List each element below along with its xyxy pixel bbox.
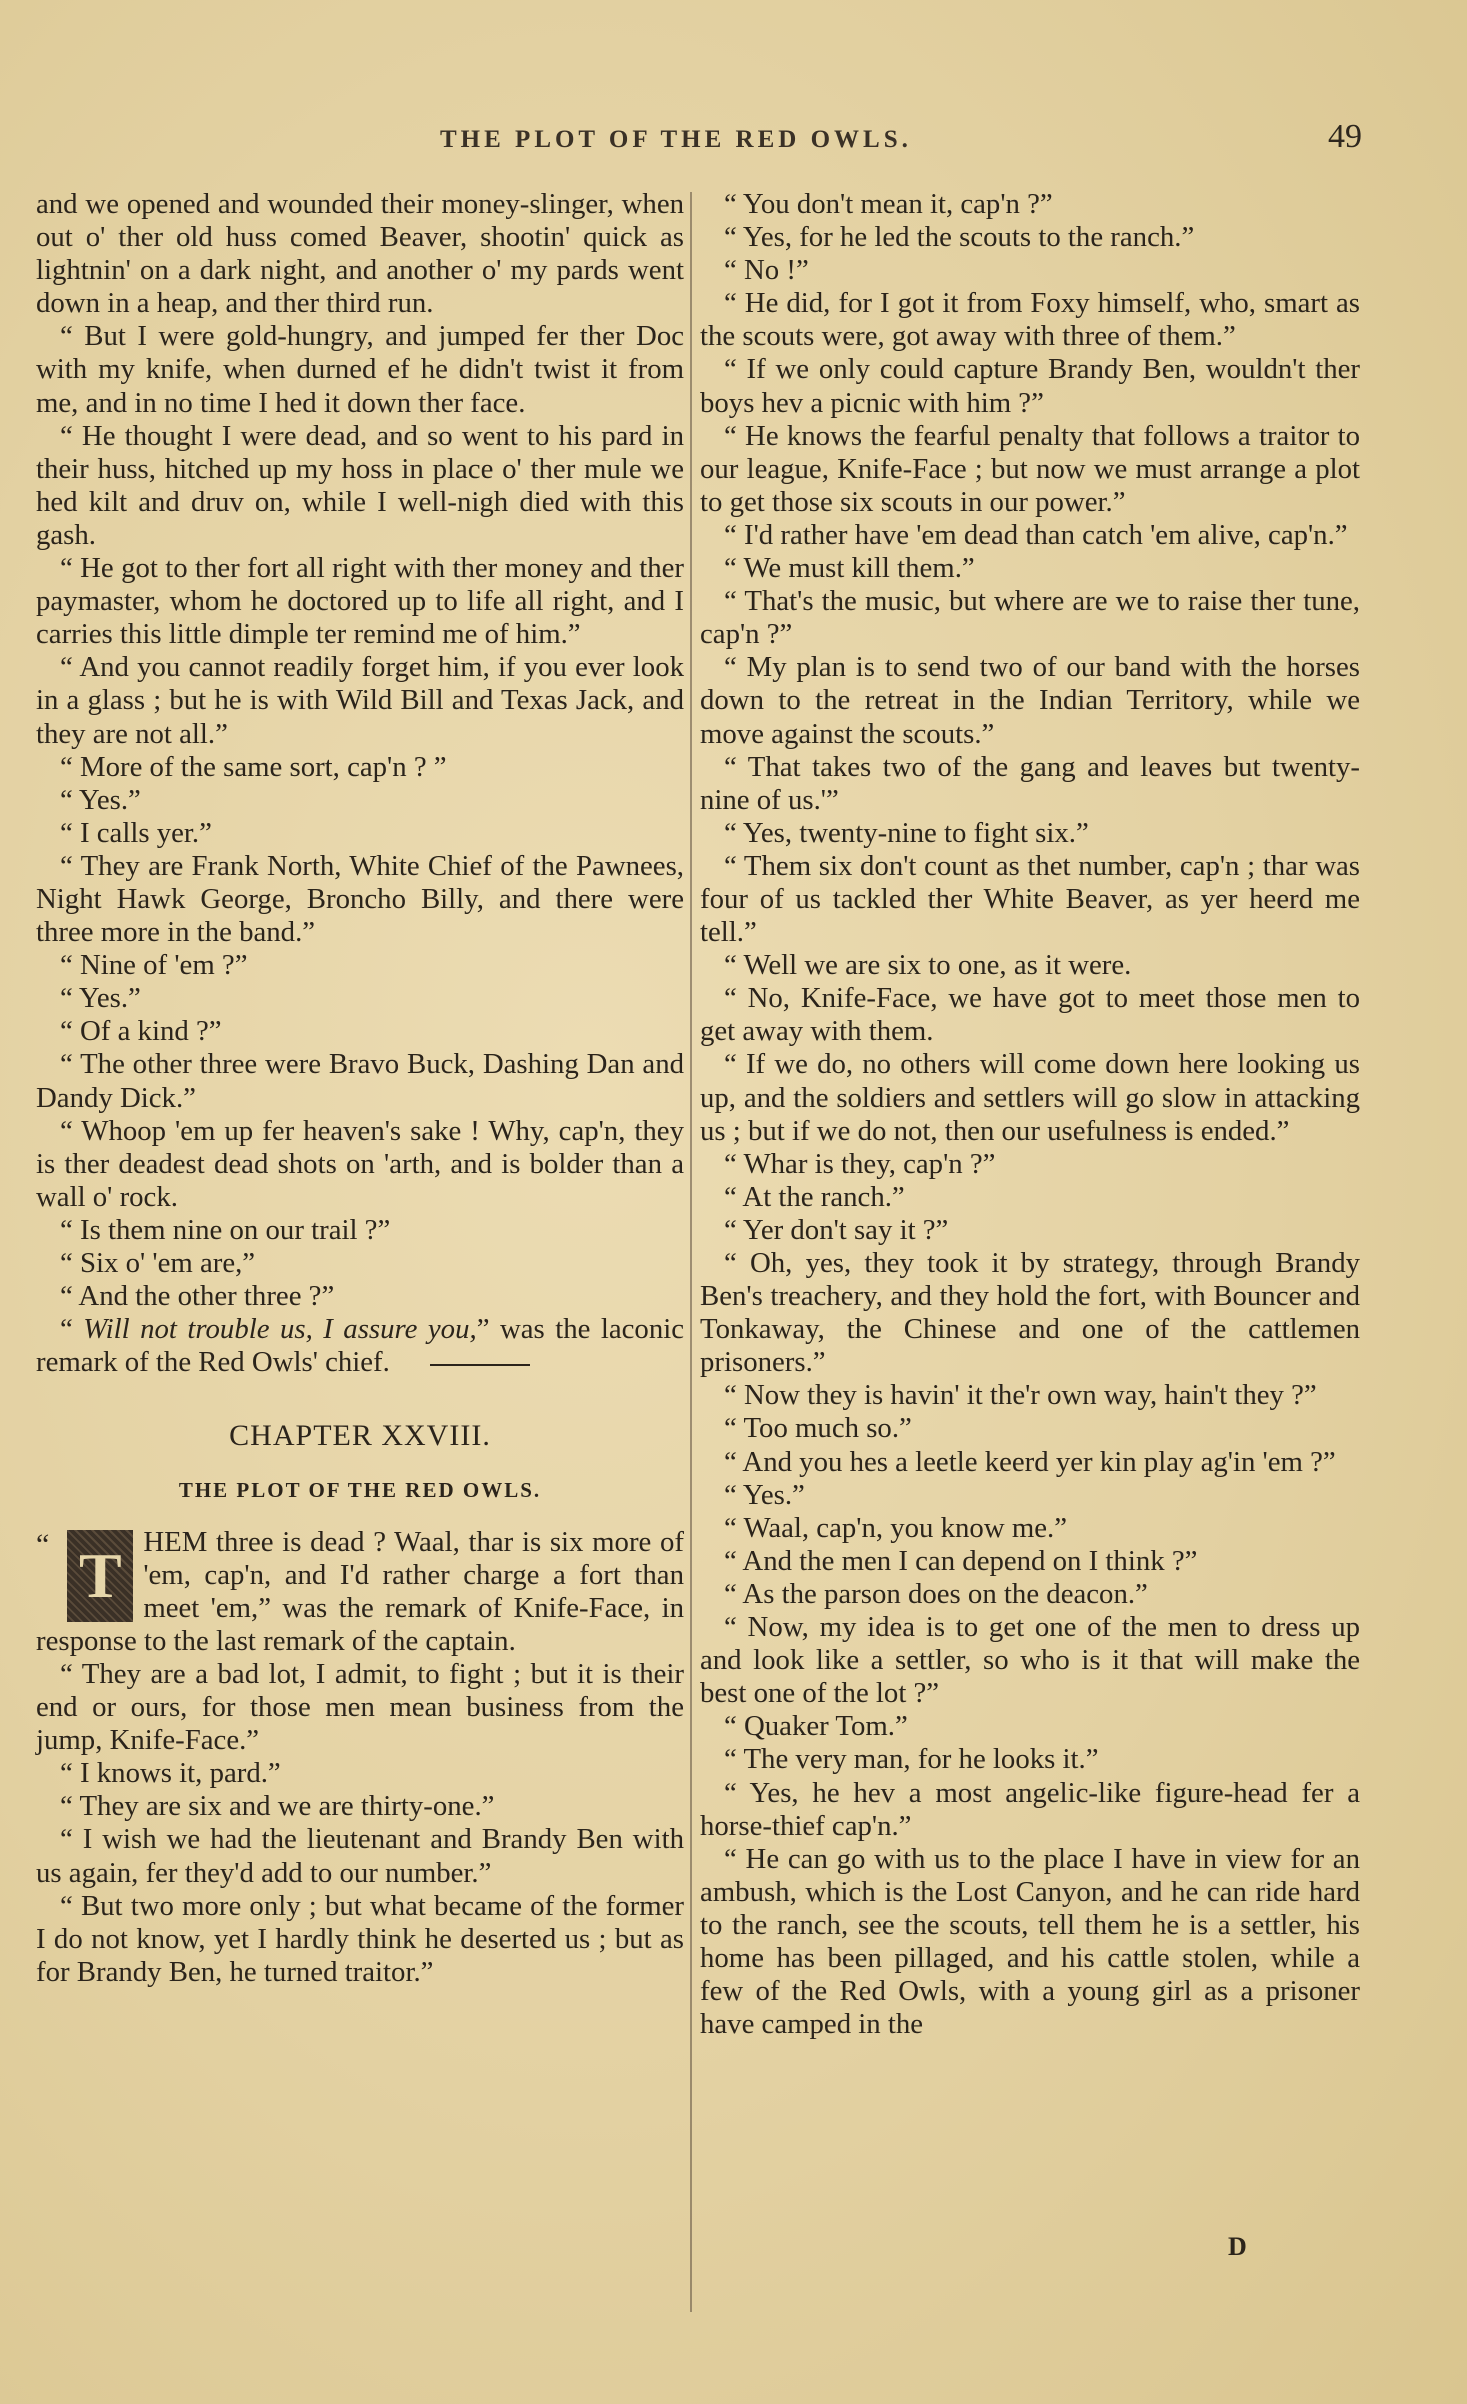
dropcap-letter: T	[67, 1530, 133, 1622]
page-header	[0, 118, 1467, 168]
paragraph: “ I wish we had the lieutenant and Brandy Ben with us again, fer they'd add to our number.”	[36, 1823, 684, 1889]
paragraph: “ Waal, cap'n, you know me.”	[724, 1511, 1067, 1544]
page-number: 49	[1328, 118, 1362, 155]
paragraph: “ But two more only ; but what became of the former I do not know, yet I hardly think he deserted us ; but as for Brandy Ben, he turned traitor.”	[36, 1889, 684, 1988]
quote-after: was the laconic remark of the Red Owls' chief.	[36, 1313, 684, 1379]
paragraph: “ I calls yer.”	[60, 816, 212, 849]
paragraph: “ Yes.”	[724, 1478, 805, 1511]
left-paragraphs-after	[36, 1658, 684, 1989]
left-column	[36, 188, 684, 1989]
paragraph: “ Of a kind ?”	[60, 1015, 222, 1048]
paragraph: “ As the parson does on the deacon.”	[724, 1577, 1148, 1610]
paragraph: “ And you cannot readily forget him, if you ever look in a glass ; but he is with Wild Bill and Texas Jack, and they are not all.”	[36, 651, 684, 750]
paragraph: “ He did, for I got it from Foxy himself, who, smart as the scouts were, got away with three of them.”	[700, 287, 1360, 353]
paragraph: “ He can go with us to the place I have in view for an ambush, which is the Lost Canyon, and he can ride hard to the ranch, see the scouts, tell them he is a settler, his home has been pillaged, and his cattle stolen, while a few of the Red Owls, with a young girl as a prisoner have camped in the	[700, 1842, 1360, 2041]
dropcap-open-quote: “	[36, 1527, 50, 1561]
chapter-subtitle: THE PLOT OF THE RED OWLS.	[178, 1478, 542, 1503]
paragraph: “ Yes.”	[60, 982, 141, 1015]
paragraph: “ More of the same sort, cap'n ? ”	[60, 750, 447, 783]
paragraph: “ Is them nine on our trail ?”	[60, 1213, 391, 1246]
paragraph: and we opened and wounded their money-slinger, when out o' ther old huss comed Beaver, shootin' quick as lightnin' on a dark night, and another o' my pards went down in a heap, and ther third run.	[36, 188, 684, 320]
paragraph: “ Them six don't count as thet number, cap'n ; thar was four of us tackled ther White Beaver, as yer heerd me tell.”	[700, 849, 1360, 949]
running-head: THE PLOT OF THE RED OWLS.	[440, 126, 912, 153]
chapter-title: CHAPTER XXVIII.	[229, 1419, 491, 1453]
paragraph: “ He got to ther fort all right with ther money and ther paymaster, whom he doctored up to life all right, and I carries this little dimple ter remind me of him.”	[36, 552, 684, 651]
left-paragraphs-before	[36, 188, 684, 1313]
paragraph: “ Quaker Tom.”	[724, 1710, 908, 1743]
paragraph: “ And you hes a leetle keerd yer kin play ag'in 'em ?”	[724, 1445, 1336, 1478]
paragraph: “ You don't mean it, cap'n ?”	[724, 188, 1053, 220]
section-rule	[430, 1364, 530, 1366]
paragraph: “ Nine of 'em ?”	[60, 949, 248, 982]
paragraph: “ My plan is to send two of our band with the horses down to the retreat in the Indian Territory, while we move against the scouts.”	[700, 651, 1360, 750]
dropcap-rest: HEM three is dead ? Waal, thar is six more of 'em, cap'n, and I'd rather charge a fort than meet 'em,” was the remark of Knife-Face, in response to the last remark of the captain.	[36, 1525, 684, 1657]
paragraph: “ They are Frank North, White Chief of the Pawnees, Night Hawk George, Broncho Billy, and there were three more in the band.”	[36, 849, 684, 949]
paragraph: “ We must kill them.”	[724, 552, 975, 585]
paragraph: “ Now they is havin' it the'r own way, hain't they ?”	[724, 1379, 1317, 1412]
paragraph: “ They are a bad lot, I admit, to fight ; but it is their end or ours, for those men mean business from the jump, Knife-Face.”	[36, 1657, 684, 1757]
paragraph: “ Yes.”	[60, 783, 141, 816]
quote-close: ”	[476, 1313, 490, 1346]
paragraph: “ If we only could capture Brandy Ben, wouldn't ther boys hev a picnic with him ?”	[700, 353, 1360, 419]
paragraph: “ And the men I can depend on I think ?”	[724, 1544, 1198, 1577]
paragraph: “ That's the music, but where are we to raise ther tune, cap'n ?”	[700, 585, 1360, 651]
right-paragraphs	[700, 188, 1360, 2041]
paragraph: “ That takes two of the gang and leaves but twenty-nine of us.'”	[700, 750, 1360, 816]
chief-remark-paragraph	[36, 1313, 684, 1379]
italic-quote: Will not trouble us, I assure you,	[83, 1313, 477, 1346]
quote-open: “	[60, 1313, 84, 1346]
paragraph: “ The other three were Bravo Buck, Dashing Dan and Dandy Dick.”	[36, 1048, 684, 1114]
paragraph: “ Yes, twenty-nine to fight six.”	[724, 816, 1089, 849]
paragraph: “ The very man, for he looks it.”	[724, 1743, 1099, 1776]
paragraph: “ At the ranch.”	[724, 1180, 905, 1213]
column-divider	[690, 192, 692, 2312]
paragraph: “ I knows it, pard.”	[60, 1757, 281, 1790]
paragraph: “ They are six and we are thirty-one.”	[60, 1790, 495, 1823]
right-column	[700, 188, 1360, 2041]
paragraph: “ No, Knife-Face, we have got to meet those men to get away with them.	[700, 982, 1360, 1048]
paragraph: “ Yer don't say it ?”	[724, 1213, 949, 1246]
paragraph: “ He knows the fearful penalty that follows a traitor to our league, Knife-Face ; but now we must arrange a plot to get those six scouts in our power.”	[700, 419, 1360, 518]
signature-mark: D	[1228, 2232, 1247, 2261]
paragraph: “ Six o' 'em are,”	[60, 1247, 256, 1279]
paragraph: “ Well we are six to one, as it were.	[724, 949, 1132, 982]
paragraph: “ Now, my idea is to get one of the men to dress up and look like a settler, so who is it that will make the best one of the lot ?”	[700, 1611, 1360, 1710]
paragraph: “ Too much so.”	[724, 1412, 912, 1445]
paragraph: “ Yes, he hev a most angelic-like figure-head fer a horse-thief cap'n.”	[700, 1776, 1360, 1842]
paragraph: “ Oh, yes, they took it by strategy, through Brandy Ben's treachery, and they hold the fort, with Bouncer and Tonkaway, the Chinese and one of the cattlemen prisoners.”	[700, 1247, 1360, 1379]
paragraph: “ If we do, no others will come down here looking us up, and the soldiers and settlers will go slow in attacking us ; but if we do not, then our usefulness is ended.”	[700, 1048, 1360, 1147]
dropcap-paragraph	[36, 1526, 684, 1658]
paragraph: “ No !”	[724, 254, 809, 287]
paragraph: “ Whar is they, cap'n ?”	[724, 1147, 996, 1180]
paragraph: “ He thought I were dead, and so went to his pard in their huss, hitched up my hoss in place o' ther mule we hed kilt and druv on, while I well-nigh died with this gash.	[36, 419, 684, 551]
paragraph: “ Yes, for he led the scouts to the ranch.”	[724, 221, 1195, 254]
paragraph: “ But I were gold-hungry, and jumped fer ther Doc with my knife, when durned ef he didn't twist it from me, and in no time I hed it down ther face.	[36, 320, 684, 419]
paragraph: “ I'd rather have 'em dead than catch 'em alive, cap'n.”	[724, 518, 1348, 551]
paragraph: “ And the other three ?”	[60, 1280, 335, 1313]
paragraph: “ Whoop 'em up fer heaven's sake ! Why, cap'n, they is ther deadest dead shots on 'arth, and is bolder than a wall o' rock.	[36, 1114, 684, 1213]
